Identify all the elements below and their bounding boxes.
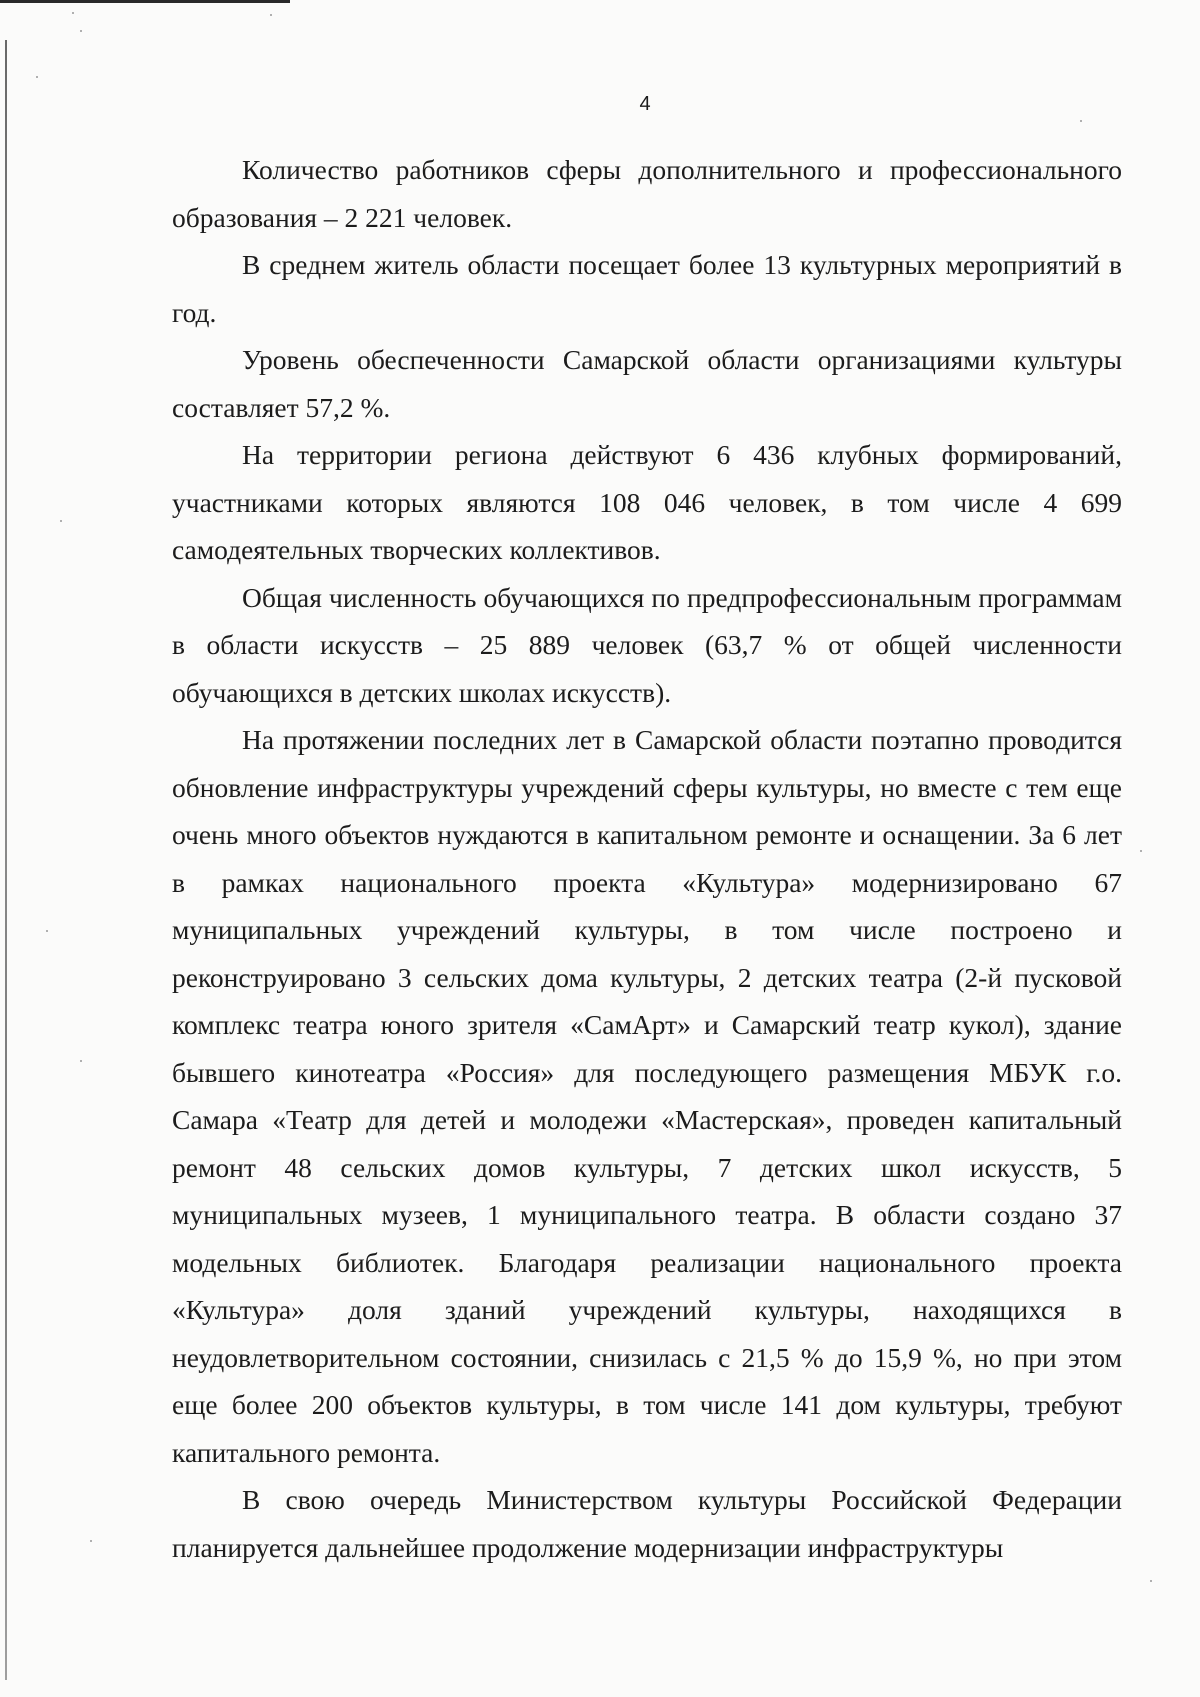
- paragraph-staff-count: Количество работников сферы дополнительного и профессионального образования – 2 221 человек.: [172, 154, 1122, 233]
- paragraph-infrastructure: На протяжении последних лет в Самарской области поэтапно проводится обновление инфраструктуры учреждений сферы культуры, но вместе с тем еще очень много объектов нуждаются в капитальном ремонте и оснащении. За 6 лет в рамках национального проекта «Культура» модернизировано 67 муниципальных учреждений культуры, в том числе построено и реконструировано 3 сельских дома культуры, 2 детских театра (2-й пусковой комплекс театра юного зрителя «СамАрт» и Самарский театр кукол), здание бывшего кинотеатра «Россия» для последующего размещения МБУК г.о. Самара «Театр для детей и молодежи «Мастерская», проведен капитальный ремонт 48 сельских домов культуры, 7 детских школ искусств, 5 муниципальных музеев, 1 муниципального театра. В области создано 37 модельных библиотек. Благодаря реализации национального проекта «Культура» доля зданий учреждений культуры, находящихся в неудовлетворительном состоянии, снизилась с 21,5 % до 15,9 %, но при этом еще более 200 объектов культуры, в том числе 141 дом культуры, требуют капитального ремонта.: [172, 724, 1122, 1468]
- scan-speck: [36, 76, 38, 78]
- scan-speck: [80, 30, 82, 32]
- scan-speck: [1140, 850, 1142, 852]
- paragraph-ministry-plans: В свою очередь Министерством культуры Российской Федерации планируется дальнейшее продолжение модернизации инфраструктуры: [172, 1484, 1122, 1563]
- scan-speck: [80, 1060, 82, 1062]
- scan-speck: [90, 1540, 92, 1542]
- scan-speck: [46, 930, 48, 932]
- paragraph-arts-students: Общая численность обучающихся по предпрофессиональным программам в области искусств – 25 889 человек (63,7 % от общей численности обучающихся в детских школах искусств).: [172, 581, 1122, 708]
- scan-speck: [60, 520, 62, 522]
- paragraph-club-formations: На территории региона действуют 6 436 клубных формирований, участниками которых являются 108 046 человек, в том числе 4 699 самодеятельных творческих коллективов.: [172, 439, 1122, 565]
- paragraph-provision-level: Уровень обеспеченности Самарской области организациями культуры составляет 57,2 %.: [172, 344, 1122, 423]
- paragraph-events-per-resident: В среднем житель области посещает более 13 культурных мероприятий в год.: [172, 249, 1122, 328]
- document-body: [172, 146, 1122, 1571]
- top-rule: [0, 0, 290, 3]
- scan-speck: [72, 12, 74, 14]
- scan-speck: [1080, 120, 1082, 122]
- page-left-edge: [5, 40, 7, 1680]
- page-number: 4: [639, 93, 651, 115]
- scan-speck: [270, 14, 272, 16]
- scan-speck: [1150, 1580, 1152, 1582]
